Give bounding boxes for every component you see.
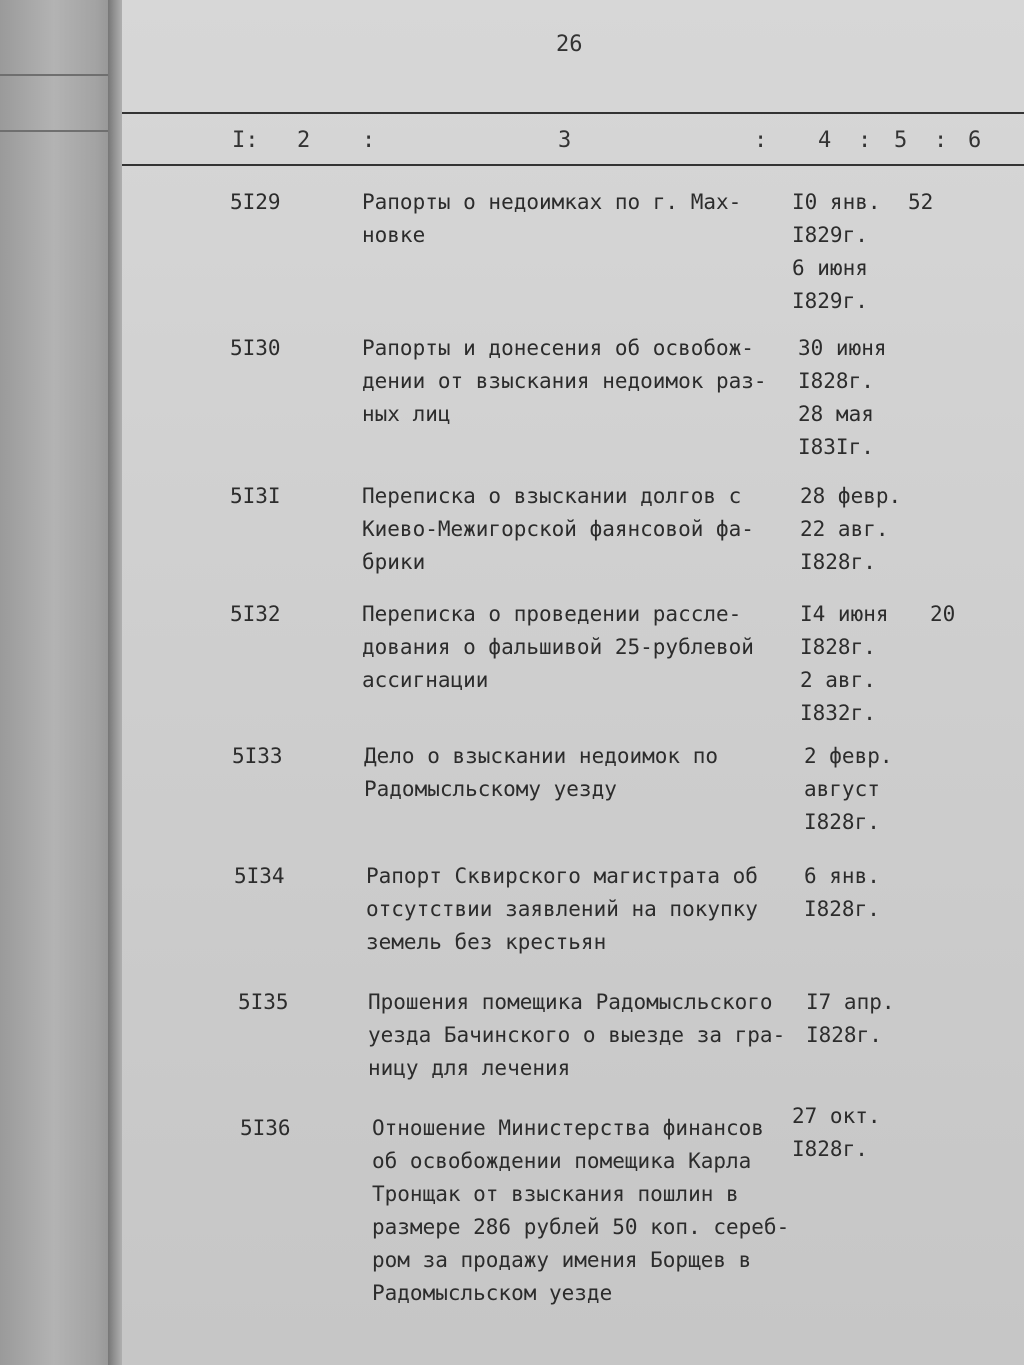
record-number: 5I33	[232, 744, 283, 768]
header-col-2: 2	[297, 128, 311, 153]
adjacent-page	[0, 0, 120, 1365]
header-sep: :	[934, 128, 948, 153]
record-dates: 27 окт. I828г.	[792, 1104, 881, 1161]
record-title: Дело о взыскании недоимок по Радомысльскому уезду	[364, 744, 719, 801]
record-title: Рапорты о недоимках по г. Мах- новке	[362, 190, 742, 247]
header-col-3: 3	[558, 128, 572, 153]
header-sep: :	[858, 128, 872, 153]
record-number: 5I34	[234, 864, 285, 888]
record-number: 5I3I	[230, 484, 281, 508]
record-dates: I7 апр. I828г.	[806, 990, 895, 1047]
record-number: 5I35	[238, 990, 289, 1014]
record-number: 5I36	[240, 1116, 291, 1140]
page-number: 26	[556, 32, 583, 57]
record-dates: 28 февр. 22 авг. I828г.	[800, 484, 902, 574]
record-number: 5I32	[230, 602, 281, 626]
header-col-4: 4	[818, 128, 832, 153]
header-col-5: 5	[894, 128, 908, 153]
record-sheets: 52	[908, 190, 934, 214]
header-rule-top	[122, 112, 1024, 114]
record-sheets: 20	[930, 602, 956, 626]
record-number: 5I30	[230, 336, 281, 360]
record-dates: 30 июня I828г. 28 мая I83Iг.	[798, 336, 887, 459]
header-sep: :	[754, 128, 768, 153]
record-title: Отношение Министерства финансов об освобождении помещика Карла Тронщак от взыскания пошлин в размере 286 рублей 50 коп. сереб- ром за продажу имения Борщев в Радомысльском уезде	[372, 1116, 790, 1305]
record-dates: I4 июня I828г. 2 авг. I832г.	[800, 602, 889, 725]
record-number: 5I29	[230, 190, 281, 214]
record-dates: 2 февр. август I828г.	[804, 744, 893, 834]
record-title: Переписка о проведении рассле- дования о фальшивой 25-рублевой ассигнации	[362, 602, 754, 692]
header-rule-bottom	[122, 164, 1024, 166]
record-title: Переписка о взыскании долгов с Киево-Межигорской фаянсовой фа- брики	[362, 484, 754, 574]
record-title: Рапорт Сквирского магистрата об отсутствии заявлений на покупку земель без крестьян	[366, 864, 758, 954]
record-dates: 6 янв. I828г.	[804, 864, 880, 921]
record-title: Прошения помещика Радомысльского уезда Бачинского о выезде за гра- ницу для лечения	[368, 990, 786, 1080]
record-dates: I0 янв. I829г. 6 июня I829г.	[792, 190, 881, 313]
document-page	[122, 0, 1024, 1365]
header-col-6: 6	[968, 128, 982, 153]
header-col-1: I:	[232, 128, 259, 153]
adjacent-page-header	[0, 74, 120, 132]
record-title: Рапорты и донесения об освобож- дении от взыскания недоимок раз- ных лиц	[362, 336, 767, 426]
header-sep: :	[362, 128, 376, 153]
